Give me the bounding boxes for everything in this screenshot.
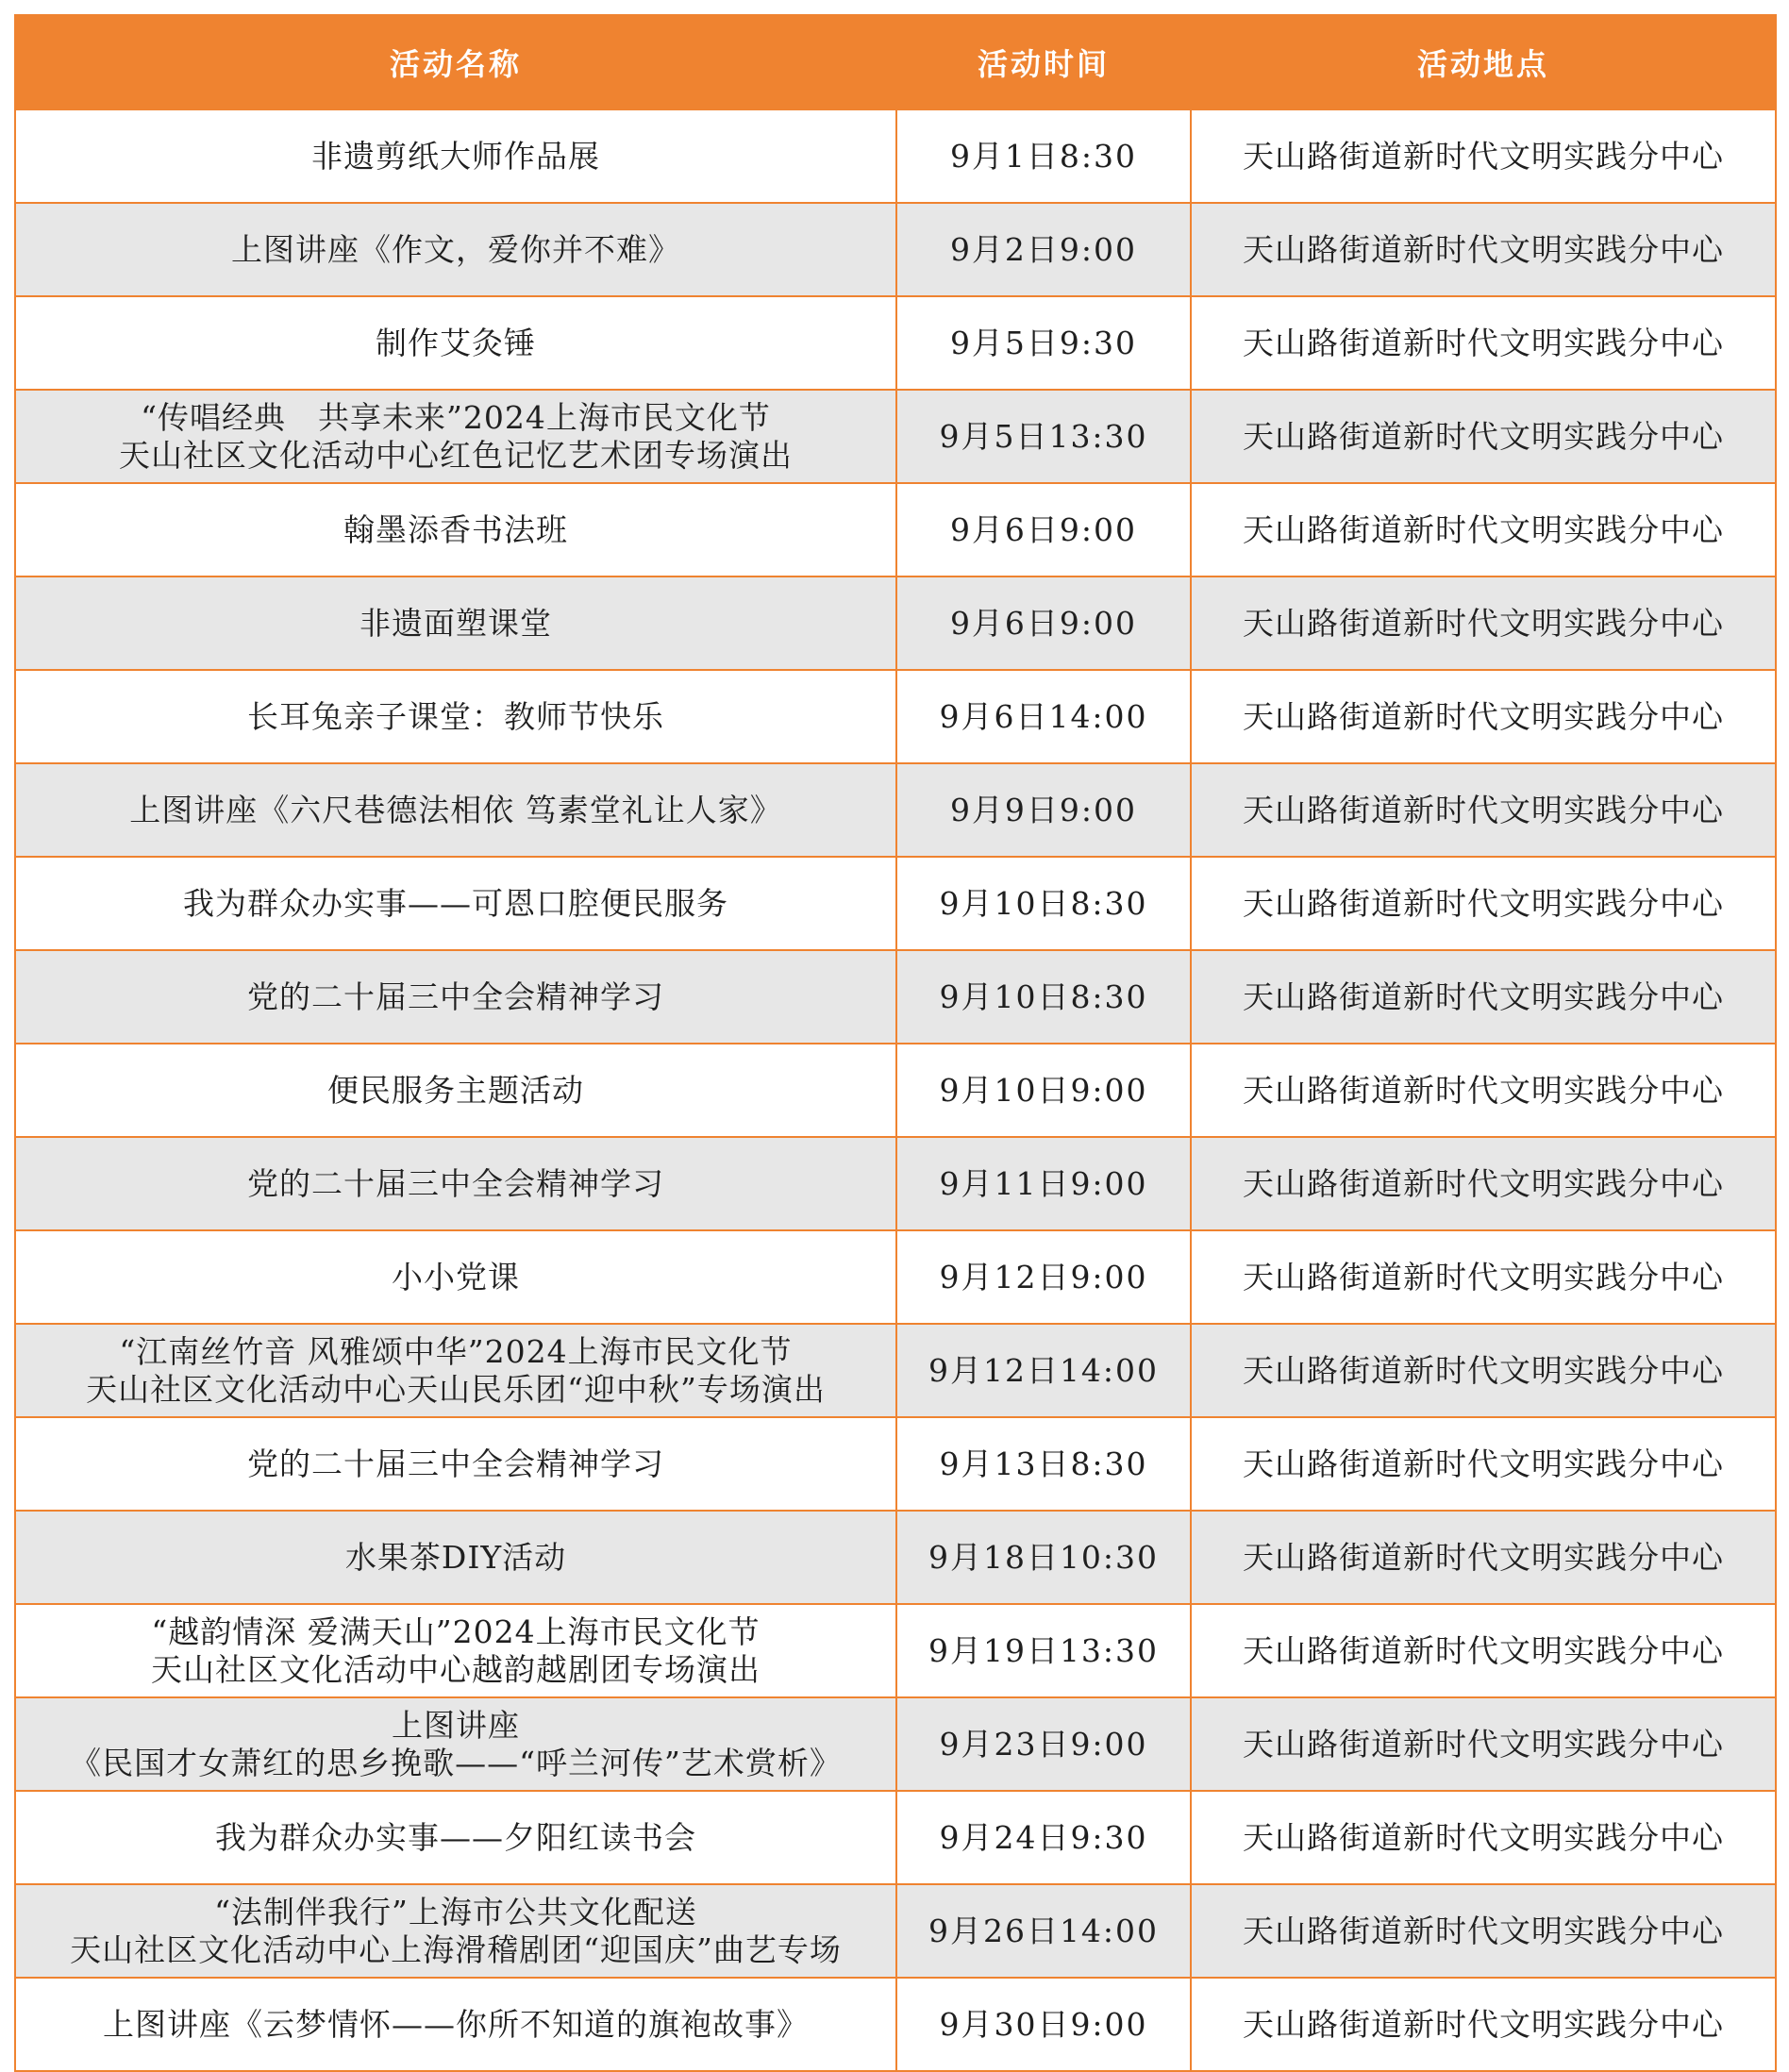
table-row [15, 763, 1776, 857]
activity-place-cell: 天山路街道新时代文明实践分中心 [1191, 1137, 1776, 1230]
activity-name-cell [15, 390, 896, 483]
activity-name-line: 便民服务主题活动 [327, 1071, 584, 1109]
activity-name-line: 制作艾灸锤 [376, 324, 536, 361]
activity-name-line: 非遗面塑课堂 [359, 604, 552, 642]
activity-name-line: “传唱经典 共享未来”2024上海市民文化节 [141, 398, 771, 436]
activity-name-line: “越韵情深 爱满天山”2024上海市民文化节 [151, 1612, 761, 1650]
table-row [15, 1324, 1776, 1417]
activity-place-cell: 天山路街道新时代文明实践分中心 [1191, 1978, 1776, 2071]
table-row [15, 1417, 1776, 1511]
activity-place-cell: 天山路街道新时代文明实践分中心 [1191, 203, 1776, 296]
activity-time-cell: 9月11日9:00 [896, 1137, 1191, 1230]
table-row [15, 1604, 1776, 1697]
activity-name-line: 《民国才女萧红的思乡挽歌——“呼兰河传”艺术赏析》 [70, 1744, 842, 1781]
table-row [15, 950, 1776, 1044]
table-row [15, 1978, 1776, 2071]
activity-schedule-table [14, 14, 1777, 2072]
activity-name-cell [15, 109, 896, 203]
activity-time-cell: 9月18日10:30 [896, 1511, 1191, 1604]
activity-time-cell: 9月6日9:00 [896, 576, 1191, 670]
activity-time-cell: 9月12日9:00 [896, 1230, 1191, 1324]
table-row [15, 857, 1776, 950]
activity-time-cell: 9月12日14:00 [896, 1324, 1191, 1417]
activity-name-cell [15, 1137, 896, 1230]
activity-time-cell: 9月6日9:00 [896, 483, 1191, 576]
activity-name-cell [15, 1511, 896, 1604]
activity-name-cell [15, 1044, 896, 1137]
activity-time-cell: 9月10日8:30 [896, 950, 1191, 1044]
table-row [15, 670, 1776, 763]
activity-name-cell [15, 763, 896, 857]
table-body [15, 109, 1776, 2071]
activity-place-cell: 天山路街道新时代文明实践分中心 [1191, 1697, 1776, 1791]
table-row [15, 203, 1776, 296]
activity-time-cell: 9月6日14:00 [896, 670, 1191, 763]
activity-name-cell [15, 203, 896, 296]
activity-place-cell: 天山路街道新时代文明实践分中心 [1191, 950, 1776, 1044]
activity-name-line: 天山社区文化活动中心越韵越剧团专场演出 [151, 1650, 761, 1688]
table-row [15, 390, 1776, 483]
table-row [15, 1791, 1776, 1884]
activity-name-line: 小小党课 [392, 1258, 520, 1295]
table-row [15, 483, 1776, 576]
activity-name-line: “江南丝竹音 风雅颂中华”2024上海市民文化节 [119, 1332, 793, 1370]
activity-name-cell [15, 1697, 896, 1791]
activity-name-line: 我为群众办实事——可恩口腔便民服务 [183, 884, 728, 922]
activity-place-cell: 天山路街道新时代文明实践分中心 [1191, 296, 1776, 390]
table-row [15, 109, 1776, 203]
activity-time-cell: 9月19日13:30 [896, 1604, 1191, 1697]
activity-name-line: 翰墨添香书法班 [343, 510, 568, 548]
activity-name-cell [15, 1791, 896, 1884]
activity-time-cell: 9月23日9:00 [896, 1697, 1191, 1791]
activity-time-cell: 9月5日13:30 [896, 390, 1191, 483]
table-row [15, 1137, 1776, 1230]
activity-name-line: 天山社区文化活动中心红色记忆艺术团专场演出 [119, 436, 793, 474]
table-row [15, 1511, 1776, 1604]
activity-place-cell: 天山路街道新时代文明实践分中心 [1191, 1884, 1776, 1978]
table-row [15, 296, 1776, 390]
activity-time-cell: 9月13日8:30 [896, 1417, 1191, 1511]
activity-name-cell [15, 1604, 896, 1697]
activity-name-line: 上图讲座《六尺巷德法相依 笃素堂礼让人家》 [129, 791, 782, 828]
activity-place-cell: 天山路街道新时代文明实践分中心 [1191, 763, 1776, 857]
activity-place-cell: 天山路街道新时代文明实践分中心 [1191, 1511, 1776, 1604]
column-header-place: 活动地点 [1191, 15, 1776, 109]
activity-place-cell: 天山路街道新时代文明实践分中心 [1191, 1791, 1776, 1884]
activity-name-cell [15, 1324, 896, 1417]
activity-time-cell: 9月1日8:30 [896, 109, 1191, 203]
activity-name-line: 我为群众办实事——夕阳红读书会 [215, 1818, 696, 1856]
column-header-time: 活动时间 [896, 15, 1191, 109]
activity-place-cell: 天山路街道新时代文明实践分中心 [1191, 1044, 1776, 1137]
activity-name-cell [15, 1978, 896, 2071]
table-row [15, 1230, 1776, 1324]
table-row [15, 1884, 1776, 1978]
activity-place-cell: 天山路街道新时代文明实践分中心 [1191, 1604, 1776, 1697]
activity-name-cell [15, 296, 896, 390]
activity-time-cell: 9月2日9:00 [896, 203, 1191, 296]
activity-name-line: “法制伴我行”上海市公共文化配送 [214, 1893, 697, 1930]
activity-place-cell: 天山路街道新时代文明实践分中心 [1191, 109, 1776, 203]
activity-name-line: 上图讲座《作文，爱你并不难》 [231, 230, 680, 268]
activity-name-line: 党的二十届三中全会精神学习 [247, 978, 664, 1015]
activity-name-line: 上图讲座《云梦情怀——你所不知道的旗袍故事》 [103, 2005, 809, 2043]
activity-time-cell: 9月30日9:00 [896, 1978, 1191, 2071]
activity-place-cell: 天山路街道新时代文明实践分中心 [1191, 576, 1776, 670]
activity-name-cell [15, 670, 896, 763]
activity-time-cell: 9月9日9:00 [896, 763, 1191, 857]
column-header-name: 活动名称 [15, 15, 896, 109]
activity-place-cell: 天山路街道新时代文明实践分中心 [1191, 1324, 1776, 1417]
activity-name-line: 水果茶DIY活动 [344, 1538, 567, 1576]
table-header-row [15, 15, 1776, 109]
table-row [15, 1044, 1776, 1137]
activity-name-cell [15, 483, 896, 576]
activity-name-line: 上图讲座 [392, 1706, 520, 1744]
activity-time-cell: 9月26日14:00 [896, 1884, 1191, 1978]
activity-time-cell: 9月10日9:00 [896, 1044, 1191, 1137]
activity-place-cell: 天山路街道新时代文明实践分中心 [1191, 483, 1776, 576]
activity-name-line: 党的二十届三中全会精神学习 [247, 1164, 664, 1202]
activity-place-cell: 天山路街道新时代文明实践分中心 [1191, 670, 1776, 763]
activity-place-cell: 天山路街道新时代文明实践分中心 [1191, 390, 1776, 483]
activity-name-cell [15, 857, 896, 950]
activity-name-line: 党的二十届三中全会精神学习 [247, 1445, 664, 1482]
activity-time-cell: 9月10日8:30 [896, 857, 1191, 950]
activity-time-cell: 9月24日9:30 [896, 1791, 1191, 1884]
activity-name-cell [15, 950, 896, 1044]
table-row [15, 1697, 1776, 1791]
activity-place-cell: 天山路街道新时代文明实践分中心 [1191, 1230, 1776, 1324]
activity-name-line: 非遗剪纸大师作品展 [311, 137, 600, 175]
activity-place-cell: 天山路街道新时代文明实践分中心 [1191, 857, 1776, 950]
activity-name-cell [15, 1230, 896, 1324]
activity-name-cell [15, 576, 896, 670]
activity-name-cell [15, 1417, 896, 1511]
activity-name-cell [15, 1884, 896, 1978]
table-row [15, 576, 1776, 670]
activity-place-cell: 天山路街道新时代文明实践分中心 [1191, 1417, 1776, 1511]
activity-name-line: 天山社区文化活动中心天山民乐团“迎中秋”专场演出 [86, 1370, 826, 1408]
activity-name-line: 长耳兔亲子课堂：教师节快乐 [247, 697, 664, 735]
activity-name-line: 天山社区文化活动中心上海滑稽剧团“迎国庆”曲艺专场 [70, 1930, 842, 1968]
activity-time-cell: 9月5日9:30 [896, 296, 1191, 390]
